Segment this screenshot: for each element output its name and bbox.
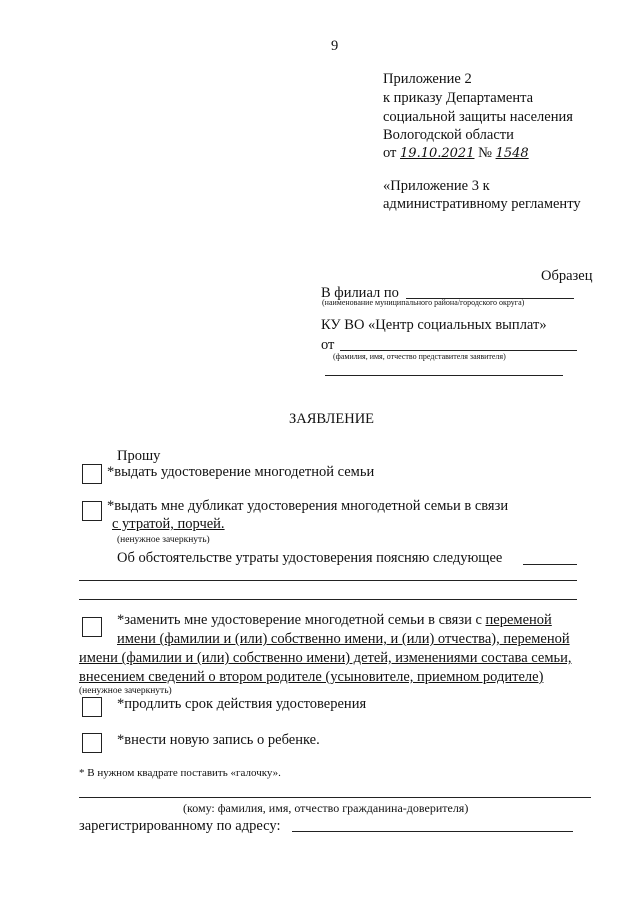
trustee-hint: (кому: фамилия, имя, отчество гражданина-доверителя) (183, 801, 469, 815)
footnote: * В нужном квадрате поставить «галочку». (79, 767, 281, 779)
page-number: 9 (331, 38, 339, 54)
extend-checkbox[interactable] (82, 697, 102, 717)
replace-checkbox[interactable] (82, 617, 102, 637)
loss-line-3 (79, 599, 577, 600)
from-hint: (фамилия, имя, отчество представителя заявителя) (333, 352, 506, 361)
loss-explanation-label: Об обстоятельстве утраты удостоверения поясняю следующее (117, 550, 503, 566)
from-field-line (340, 350, 577, 351)
header-line-4: Вологодской области (383, 127, 514, 143)
extend-option-text: *продлить срок действия удостоверения (117, 696, 367, 712)
replace-line-1-underlined: переменой (485, 612, 552, 628)
order-date: 19.10.2021 (400, 146, 475, 161)
loss-explanation-line (523, 564, 577, 565)
replace-hint: (ненужное зачеркнуть) (79, 686, 172, 696)
header-line-3: социальной защиты населения (383, 109, 573, 125)
order-date-line (383, 145, 529, 162)
issue-option-text: *выдать удостоверение многодетной семьи (107, 464, 375, 480)
number-sign: № (478, 145, 492, 161)
request-intro: Прошу (117, 448, 161, 464)
new-child-option-text: *внести новую запись о ребенке. (117, 732, 320, 748)
replace-option-line-3: имени (фамилии и (или) собственно имени) детей, изменениями состава семьи, (79, 650, 572, 666)
from-second-line (325, 375, 563, 376)
document-title: ЗАЯВЛЕНИЕ (289, 411, 375, 427)
org-name: КУ ВО «Центр социальных выплат» (321, 317, 547, 333)
replace-option-line-4: внесением сведений о втором родителе (усыновителе, приемном родителе) (79, 669, 544, 685)
new-child-checkbox[interactable] (82, 733, 102, 753)
from-label: от (321, 337, 335, 353)
replace-line-1-text: *заменить мне удостоверение многодетной семьи в связи с (117, 612, 486, 628)
header-line-1: Приложение 2 (383, 71, 472, 87)
duplicate-hint: (ненужное зачеркнуть) (117, 535, 210, 545)
appendix-ref-line-1: «Приложение 3 к (383, 178, 490, 194)
order-number: 1548 (495, 146, 529, 161)
duplicate-checkbox[interactable] (82, 501, 102, 521)
appendix-ref-line-2: административному регламенту (383, 196, 581, 212)
registered-label: зарегистрированному по адресу: (79, 818, 281, 834)
sample-label: Образец (541, 268, 593, 284)
loss-line-2 (79, 580, 577, 581)
trustee-line (79, 797, 591, 798)
duplicate-option-line-2: с утратой, порчей. (112, 516, 225, 532)
replace-option-line-2: имени (фамилии и (или) собственно имени, и (или) отчества), переменой (117, 631, 570, 647)
branch-hint: (наименование муниципального района/городского округа) (322, 298, 525, 307)
header-line-2: к приказу Департамента (383, 90, 534, 106)
registered-address-line (292, 831, 573, 832)
replace-option-line-1 (117, 612, 552, 629)
duplicate-option-line-1: *выдать мне дубликат удостоверения многодетной семьи в связи (107, 498, 509, 514)
date-prefix: от (383, 145, 397, 161)
branch-label: В филиал по (321, 285, 399, 301)
issue-checkbox[interactable] (82, 464, 102, 484)
